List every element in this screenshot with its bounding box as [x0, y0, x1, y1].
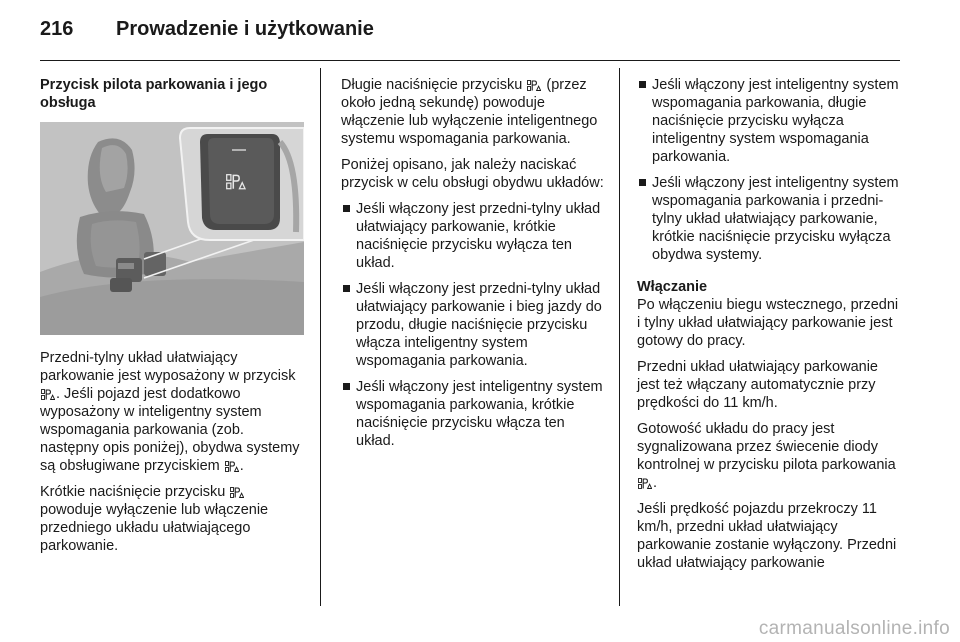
- parking-button-figure: [40, 122, 304, 335]
- paragraph: Krótkie naciśnięcie przycisku powoduje wyłączenie lub włączenie przedniego układu ułatwiającego parkowanie.: [40, 484, 269, 554]
- parking-assist-icon: [230, 487, 244, 498]
- paragraph: Po włączeniu biegu wstecznego, przedni i tylny układ ułatwiający parkowanie jest gotowy do pracy.: [637, 297, 899, 349]
- column-1: [40, 76, 306, 563]
- page-header: [40, 8, 900, 52]
- parking-assist-icon: [225, 461, 239, 472]
- paragraph: Gotowość układu do pracy jest sygnalizowana przez świecenie diody kontrolnej w przycisku pilota parkowania .: [637, 421, 896, 491]
- console-illustration: [40, 122, 304, 335]
- subsection-heading: Włączanie: [637, 279, 708, 295]
- column-3: [637, 76, 903, 580]
- column-divider-2: [619, 68, 620, 606]
- list-item: Jeśli włączony jest inteligentny system wspomagania parkowania i przedni-tylny układ ułatwiający parkowanie, krótkie naciśnięcie przycisku wyłącza obydwa systemy.: [637, 174, 903, 264]
- watermark: carmanualsonline.info: [758, 618, 950, 639]
- paragraph: Jeśli prędkość pojazdu przekroczy 11 km/h, przedni układ ułatwiający parkowanie zostanie wyłączony. Przedni układ ułatwiający parkowanie: [637, 501, 897, 571]
- list-item: Jeśli włączony jest przedni-tylny układ ułatwiający parkowanie i bieg jazdy do przodu, długie naciśnięcie przycisku włącza inteligentny system wspomagania parkowania.: [341, 280, 607, 370]
- list-item: Jeśli włączony jest inteligentny system wspomagania parkowania, długie naciśnięcie przycisku wyłącza inteligentny system wspomagania parkowania.: [637, 76, 903, 166]
- paragraph: Długie naciśnięcie przycisku (przez około jedną sekundę) powoduje włączenie lub wyłączenie inteligentnego systemu wspomagania parkowania.: [341, 77, 598, 147]
- parking-assist-icon: [527, 80, 541, 91]
- header-divider: [40, 60, 900, 61]
- paragraph: Przedni-tylny układ ułatwiający parkowanie jest wyposażony w przycisk . Jeśli pojazd jest dodatkowo wyposażony w inteligentny system wspomagania parkowania (zob. następny opis poniżej), obydwa systemy są obsługiwane przyciskiem .: [40, 350, 300, 474]
- paragraph: Poniżej opisano, jak należy naciskać przycisk w celu obsługi obydwu układów:: [341, 157, 604, 191]
- parking-assist-icon: [41, 389, 55, 400]
- list-item: Jeśli włączony jest inteligentny system wspomagania parkowania, krótkie naciśnięcie przycisku włącza ten układ.: [341, 378, 607, 450]
- parking-assist-icon: [638, 478, 652, 489]
- page-title: Prowadzenie i użytkowanie: [116, 18, 374, 40]
- bullet-list: [341, 200, 607, 450]
- list-item: Jeśli włączony jest przedni-tylny układ ułatwiający parkowanie, krótkie naciśnięcie przycisku wyłącza ten układ.: [341, 200, 607, 272]
- paragraph: Przedni układ ułatwiający parkowanie jest też włączany automatycznie przy prędkości do 11 km/h.: [637, 359, 878, 411]
- column-divider-1: [320, 68, 321, 606]
- bullet-list: [637, 76, 903, 264]
- column-2: [341, 76, 607, 458]
- section-heading: Przycisk pilota parkowania i jego obsługa: [40, 77, 268, 111]
- page-number: 216: [40, 18, 74, 40]
